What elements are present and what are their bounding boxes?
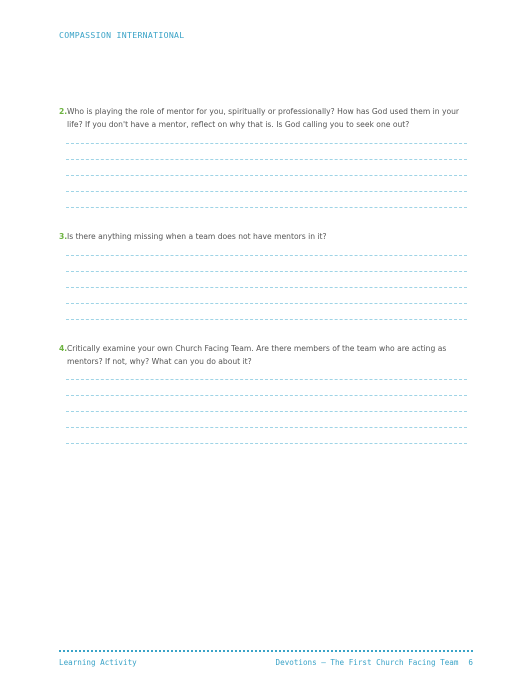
question-2 (59, 106, 477, 131)
answer-line[interactable] (66, 255, 467, 256)
footer-title (276, 658, 473, 667)
question-number: 2. (59, 107, 68, 116)
question-number: 4. (59, 344, 68, 353)
question-number: 3. (59, 232, 68, 241)
header-org: COMPASSION INTERNATIONAL (59, 30, 185, 40)
answer-line[interactable] (66, 427, 467, 428)
page-number: 6 (468, 658, 473, 667)
answer-line[interactable] (66, 191, 467, 192)
answer-line[interactable] (66, 175, 467, 176)
answer-line[interactable] (66, 411, 467, 412)
footer-section-label: Learning Activity (59, 658, 137, 667)
footer-divider (59, 650, 473, 652)
answer-line[interactable] (66, 271, 467, 272)
question-3 (59, 231, 477, 244)
footer-document-title: Devotions — The First Church Facing Team (275, 658, 459, 667)
answer-line[interactable] (66, 287, 467, 288)
answer-line[interactable] (66, 319, 467, 320)
answer-line[interactable] (66, 395, 467, 396)
question-text: Is there anything missing when a team does not have mentors in it? (67, 232, 327, 241)
question-4 (59, 343, 477, 368)
answer-line[interactable] (66, 443, 467, 444)
answer-line[interactable] (66, 207, 467, 208)
question-text: Critically examine your own Church Facing Team. Are there members of the team who are acting as mentors? If not, why? What can you do about it? (67, 344, 447, 366)
answer-line[interactable] (66, 303, 467, 304)
question-text: Who is playing the role of mentor for you, spiritually or professionally? How has God used them in your life? If you don't have a mentor, reflect on why that is. Is God calling you to seek one out? (67, 107, 460, 129)
answer-line[interactable] (66, 379, 467, 380)
answer-line[interactable] (66, 143, 467, 144)
answer-line[interactable] (66, 159, 467, 160)
